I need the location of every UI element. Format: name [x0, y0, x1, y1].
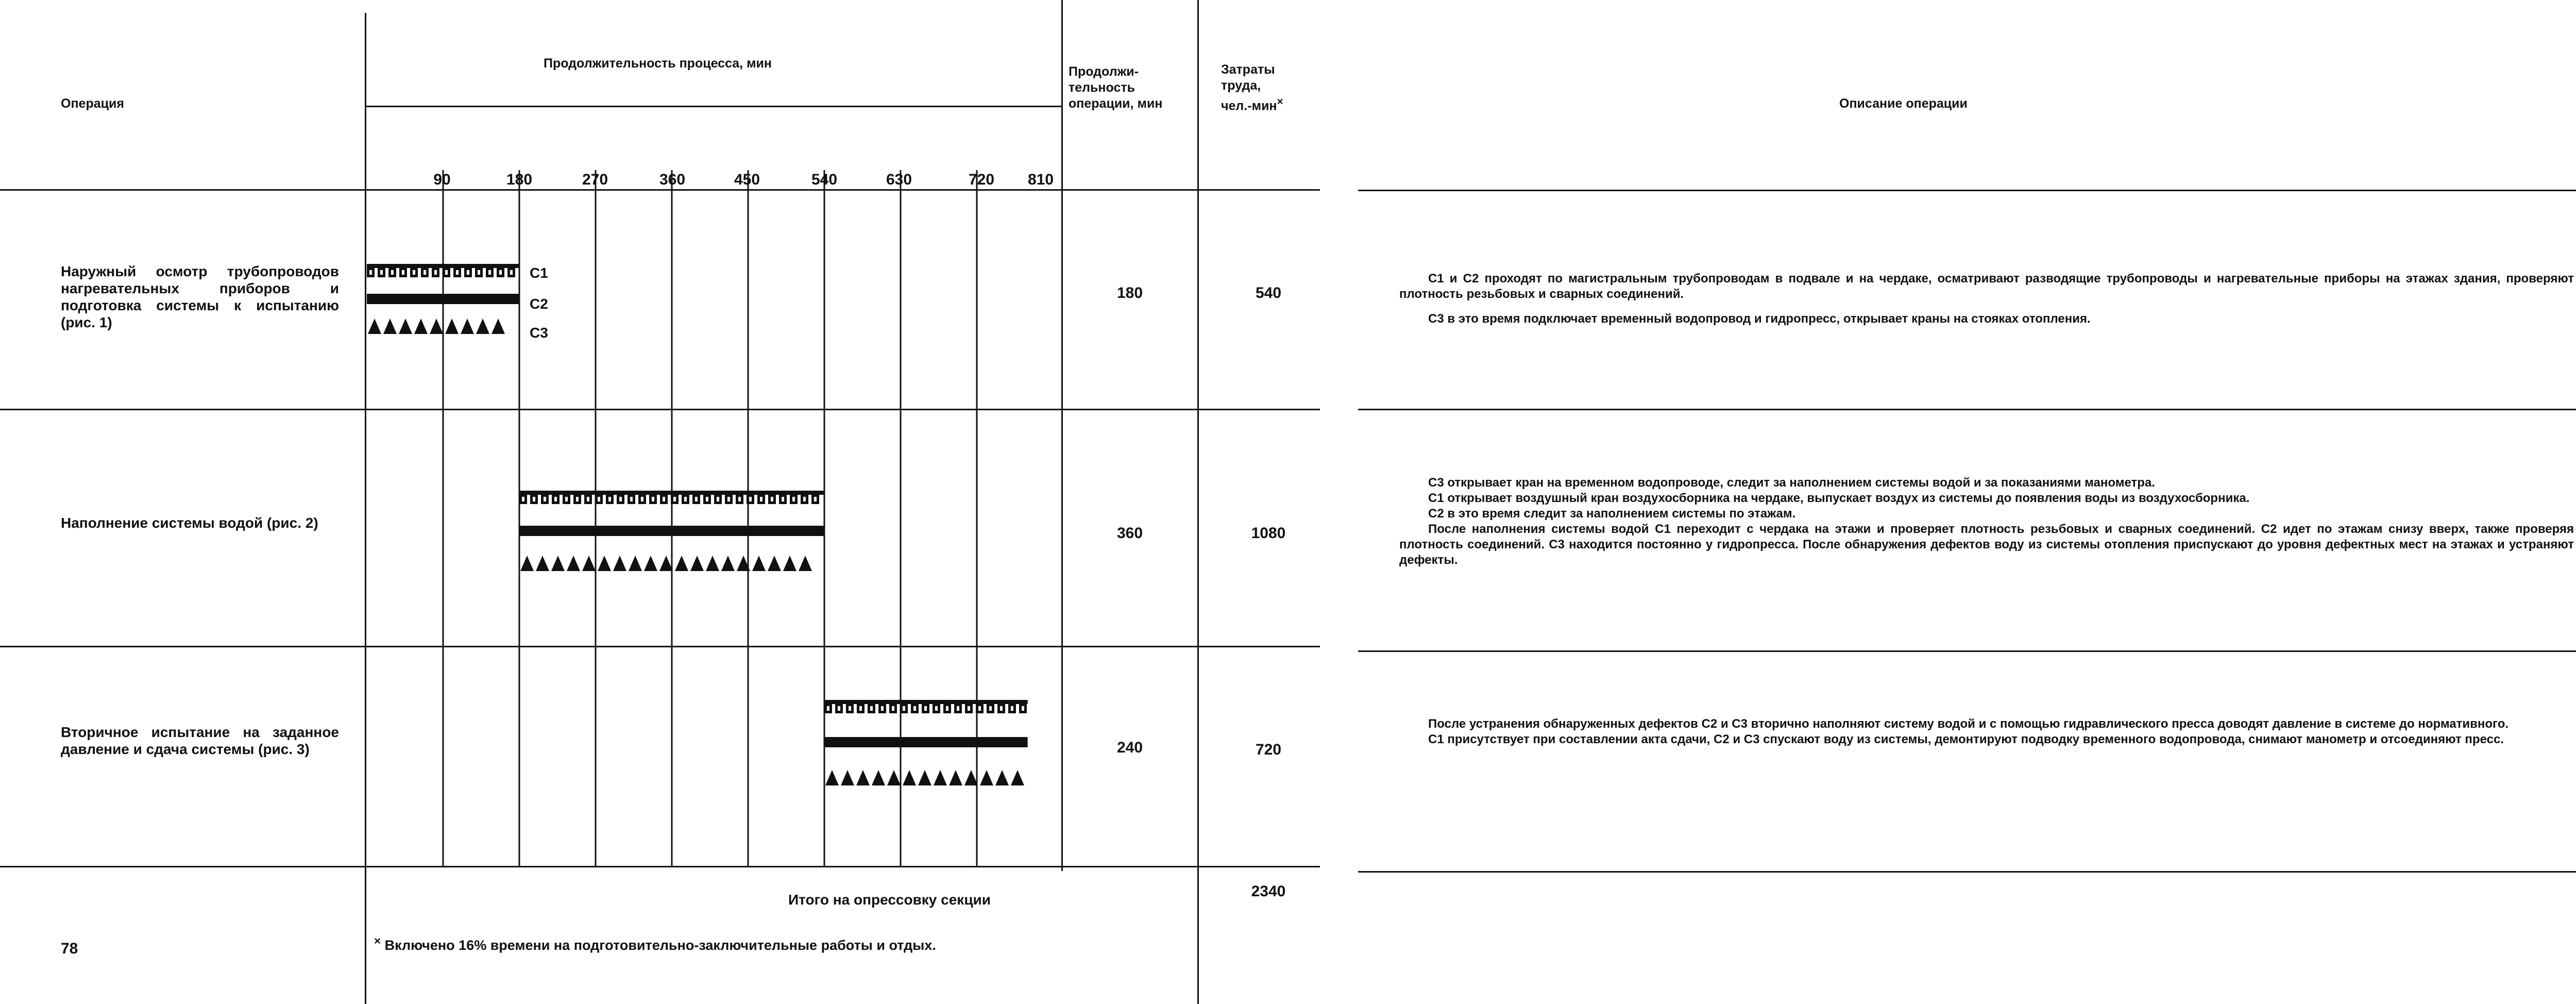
row2-c2-bar [519, 526, 824, 536]
row1-c1-notch [456, 270, 459, 275]
row3-c3-triangle [1011, 770, 1024, 785]
row2-c1-notch [706, 497, 708, 501]
row2-desc-para-1: С3 открывает кран на временном водопроводе, следит за наполнением системы водой и за показаниями манометра. [1428, 476, 2155, 490]
labor-line-2: труда, [1221, 78, 1261, 93]
worker-label-c2: С2 [530, 296, 548, 312]
footnote-text: Включено 16% времени на подготовительно-заключительные работы и отдых. [384, 938, 936, 953]
row3-c3-triangle [995, 770, 1009, 785]
row2-c1-notch [771, 497, 773, 501]
row3-c3-triangle [964, 770, 978, 785]
row1-c1-notch [467, 270, 469, 275]
op-duration-line-1: Продолжи- [1069, 64, 1139, 79]
worker-label-c3: С3 [530, 325, 548, 341]
row1-c3-triangle [368, 319, 381, 334]
row2-c3-triangle [536, 556, 549, 571]
row3-c1-notch [946, 706, 948, 711]
row2-duration: 360 [1116, 525, 1143, 542]
row2-c1-notch [673, 497, 676, 501]
row3-c1-notch [1011, 706, 1013, 711]
op-duration-line-2: тельность [1069, 80, 1135, 95]
row2-c1-bar-top [519, 491, 824, 495]
op-duration-header [1069, 64, 1162, 112]
row3-c1-notch [989, 706, 992, 711]
row2-c3-triangle [706, 556, 719, 571]
row2-c1-notch [641, 497, 643, 501]
row1-operation: Наружный осмотр трубопроводов нагревательных приборов и подготовка системы к испытанию (рис. 1) [61, 263, 339, 330]
row3-c3-triangle [949, 770, 962, 785]
row1-c1-notch [434, 270, 437, 275]
row1-c3-triangle [430, 319, 443, 334]
row2-c1-notch [587, 497, 589, 501]
row2-c1-notch [782, 497, 784, 501]
row2-desc-para-4: После наполнения системы водой С1 переходит с чердака на этажи и проверяет плотность резьбовых и сварных соединений. С2 идет по этажам снизу вверх, также проверяя плотность соединений. С3 находится постоянно у гидропресса. После обнаружения дефектов воду из системы отопления приспускают до уровня дефектных мест на этажах и устраняют дефекты. [1399, 522, 2574, 567]
total-value: 2340 [1251, 883, 1286, 900]
row2-c3-triangle [783, 556, 796, 571]
row2-c1-notch [727, 497, 730, 501]
row3-duration: 240 [1116, 739, 1143, 756]
row2-operation: Наполнение системы водой (рис. 2) [61, 515, 318, 531]
row1-desc-para-2: С3 в это время подключает временный водопровод и гидропресс, открывает краны на стояках отопления. [1428, 312, 2091, 326]
footnote-mark: × [374, 934, 381, 947]
row3-c3-triangle [934, 770, 947, 785]
row3-c1-notch [1000, 706, 1003, 711]
row2-c3-triangle [644, 556, 657, 571]
row2-c1-notch [695, 497, 698, 501]
row1-c1-notch [510, 270, 513, 275]
row3-labor: 720 [1255, 741, 1282, 758]
row2-c1-notch [576, 497, 579, 501]
tick-90: 90 [433, 171, 451, 188]
row2-c3-triangle [613, 556, 626, 571]
worker-label-c1: С1 [530, 265, 548, 281]
operation-header: Операция [61, 96, 124, 111]
row3-c3-triangle [918, 770, 931, 785]
row1-c1-notch [369, 270, 372, 275]
row2-desc-para-3: С2 в это время следит за наполнением системы по этажам. [1428, 507, 1796, 521]
row2-c1-notch [663, 497, 665, 501]
row1-c1-notch [391, 270, 394, 275]
tick-540: 540 [811, 171, 838, 188]
description-header: Описание операции [1839, 96, 1968, 111]
row1-c3-triangle [461, 319, 474, 334]
row2-c1-notch [544, 497, 546, 501]
row1-c1-notch [445, 270, 448, 275]
row3-c1-notch [881, 706, 884, 711]
row2-c3-triangle [551, 556, 565, 571]
row3-operation: Вторичное испытание на заданное давление и сдача системы (рис. 3) [61, 724, 339, 757]
row2-c1-notch [608, 497, 611, 501]
row2-c1-notch [522, 497, 524, 501]
row2-c1-notch [652, 497, 654, 501]
row1-c3-triangle [445, 319, 459, 334]
row2-c1-notch [619, 497, 622, 501]
row2-c1-notch [630, 497, 633, 501]
row3-c1-notch [924, 706, 927, 711]
row3-c1-notch [892, 706, 894, 711]
row2-c3-triangle [675, 556, 688, 571]
row1-description [1399, 271, 2574, 327]
row1-c1-notch [423, 270, 426, 275]
row3-c1-notch [1022, 706, 1024, 711]
row3-c1-notch [968, 706, 970, 711]
row2-c3-triangle [598, 556, 611, 571]
row3-desc-para-1: После устранения обнаруженных дефектов С2 и С3 вторично наполняют систему водой и с помощью гидравлического пресса доводят давление в системе до нормативного. [1428, 717, 2509, 731]
row3-c3-triangle [887, 770, 901, 785]
row2-c3-triangle [799, 556, 812, 571]
row2-description [1399, 475, 2574, 568]
row3-c3-triangle [825, 770, 839, 785]
row2-c1-notch [565, 497, 568, 501]
row1-c2-bar [367, 294, 519, 304]
row2-c1-notch [792, 497, 795, 501]
row1-c1-notch [413, 270, 415, 275]
row3-c3-triangle [841, 770, 854, 785]
tick-810: 810 [1027, 171, 1054, 188]
row3-c2-bar [824, 737, 1028, 747]
row3-c1-notch [870, 706, 873, 711]
row2-c1-notch [684, 497, 687, 501]
row2-desc-para-2: С1 открывает воздушный кран воздухосборника на чердаке, выпускает воздух из системы до появления воды из воздухосборника. [1428, 491, 2250, 505]
row3-c1-notch [859, 706, 862, 711]
row1-c1-bar-top [367, 264, 519, 268]
row1-c3-triangle [414, 319, 428, 334]
labor-header [1221, 62, 1283, 114]
row1-labor: 540 [1255, 285, 1282, 302]
row2-c3-triangle [659, 556, 673, 571]
row1-c3-triangle [476, 319, 489, 334]
row3-description [1399, 716, 2574, 747]
row2-c1-notch [803, 497, 806, 501]
row1-c1-notch [499, 270, 502, 275]
row3-c1-notch [957, 706, 959, 711]
row3-desc-para-2: С1 присутствует при составлении акта сдачи, С2 и С3 спускают воду из системы, демонтируют подводку временного водопровода, снимают манометр и отсоединяют пресс. [1428, 732, 2504, 746]
total-label: Итого на опрессовку секции [788, 892, 991, 908]
labor-line-3-text: чел.-мин [1221, 98, 1277, 113]
row3-c1-notch [827, 706, 829, 711]
row2-c1-notch [749, 497, 752, 501]
row1-c1-notch [478, 270, 480, 275]
row2-c1-notch [814, 497, 817, 501]
labor-footnote-mark: × [1277, 96, 1283, 108]
tick-720: 720 [968, 171, 995, 188]
row1-c1-notch [380, 270, 383, 275]
row2-c3-triangle [567, 556, 580, 571]
row3-c1-notch [978, 706, 981, 711]
row1-c3-triangle [383, 319, 397, 334]
row2-c3-triangle [629, 556, 642, 571]
tick-360: 360 [659, 171, 686, 188]
row3-c1-bar-top [824, 700, 1028, 704]
row2-c3-triangle [690, 556, 704, 571]
row2-c3-triangle [520, 556, 534, 571]
row2-c1-notch [598, 497, 600, 501]
row1-c1-notch [402, 270, 404, 275]
tick-630: 630 [886, 171, 912, 188]
row3-c1-notch [838, 706, 840, 711]
row2-c1-notch [554, 497, 557, 501]
row3-c1-notch [935, 706, 938, 711]
tick-450: 450 [734, 171, 760, 188]
row1-c3-triangle [399, 319, 412, 334]
row2-c1-notch [738, 497, 741, 501]
row1-c3-triangle [492, 319, 505, 334]
row1-desc-para-1: С1 и С2 проходят по магистральным трубопроводам в подвале и на чердаке, осматривают разводящие трубопроводы и нагревательные приборы на этажах здания, проверяют плотность резьбовых и сварных соединений. [1399, 272, 2574, 301]
row3-c1-notch [903, 706, 905, 711]
page-number-left: 78 [61, 940, 78, 957]
labor-line-1: Затраты [1221, 62, 1275, 77]
row2-labor: 1080 [1251, 525, 1286, 542]
row2-c3-triangle [721, 556, 735, 571]
row2-c3-triangle [752, 556, 766, 571]
row3-c3-triangle [872, 770, 885, 785]
tick-180: 180 [506, 171, 533, 188]
row3-c1-notch [913, 706, 916, 711]
row2-c1-notch [717, 497, 719, 501]
op-duration-line-3: операции, мин [1069, 96, 1163, 111]
row1-duration: 180 [1116, 285, 1143, 302]
row2-c3-triangle [582, 556, 596, 571]
row2-c3-triangle [768, 556, 781, 571]
row2-c1-notch [760, 497, 762, 501]
row1-c1-notch [488, 270, 491, 275]
row3-c3-triangle [980, 770, 993, 785]
row3-c1-notch [849, 706, 851, 711]
labor-line-3 [1221, 94, 1283, 114]
row3-c3-triangle [856, 770, 870, 785]
row2-c1-notch [533, 497, 535, 501]
footnote [374, 933, 936, 953]
tick-270: 270 [582, 171, 608, 188]
row3-c3-triangle [903, 770, 916, 785]
process-duration-header: Продолжительность процесса, мин [544, 56, 772, 71]
